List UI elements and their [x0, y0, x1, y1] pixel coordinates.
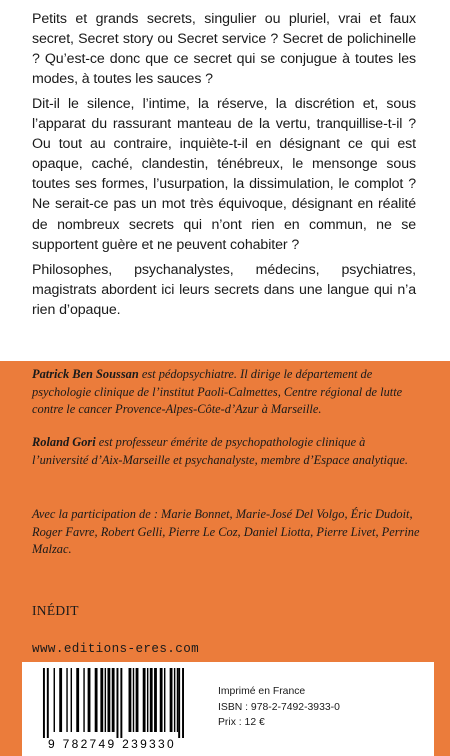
barcode-bar	[100, 668, 103, 732]
edition-note: INÉDIT	[32, 603, 79, 618]
barcode-bar	[133, 668, 134, 732]
author-name-1: Patrick Ben Soussan	[32, 367, 139, 381]
barcode-bar	[71, 668, 72, 732]
barcode-bar	[177, 668, 178, 732]
barcode-bar	[105, 668, 106, 732]
author-bio-text-2: est professeur émérite de psychopathologie clinique à l’université d’Aix-Marseille et psychanalyste, membre d’Espace analytique.	[32, 435, 408, 467]
barcode-bar	[54, 668, 55, 732]
barcode-bar	[182, 668, 184, 738]
isbn: ISBN : 978-2-7492-3933-0	[218, 701, 340, 713]
barcode-bar	[147, 668, 148, 732]
barcode-bar	[112, 668, 115, 732]
summary-paragraph-3: Philosophes, psychanalystes, médecins, psychiatres, magistrats abordent ici leurs secrets dans une langue qui n’a rien d’opaque.	[32, 262, 416, 319]
summary-paragraph-2: Dit-il le silence, l’intime, la réserve, la discrétion et, sous l’apparat du rassurant manteau de la vertu, tranquillise-t-il ? Ou tout au contraire, inquiète-t-il en désignant ce qui est opaque, caché, clandestin, ténébreux, le mensonge sous toutes ses formes, l’usurpation, la dissimulation, le complot ? Ne serait-ce pas un mot très équivoque, désignant en réalité de nombreux secrets qui n’ont rien en commun, ne se supportent guère et ne peuvent cohabiter ?	[32, 96, 416, 253]
barcode-bar	[76, 668, 79, 732]
barcode-bar	[43, 668, 45, 738]
barcode-bar	[83, 668, 84, 732]
barcode-bar	[66, 668, 67, 732]
barcode-label	[22, 662, 434, 756]
barcode-bar	[136, 668, 139, 732]
barcode-bar	[120, 668, 122, 738]
barcode-bar	[160, 668, 163, 732]
publisher-website: www.editions-eres.com	[32, 642, 200, 656]
barcode-bar	[59, 668, 62, 732]
barcode-bar	[129, 668, 132, 732]
barcode-digits: 9 782749 239330	[48, 737, 176, 751]
imprint-info	[218, 684, 340, 731]
barcode-bar	[178, 668, 180, 738]
barcode-bar	[170, 668, 173, 732]
barcode-bar	[164, 668, 165, 732]
barcode-bar	[150, 668, 153, 732]
barcode-bar	[143, 668, 146, 732]
author-bio-text-1: est pédopsychiatre. Il dirige le département de psychologie clinique de l’institut Paoli-Calmettes, Centre régional de lutte contre le cancer Provence-Alpes-Côte-d’Azur à Marseille.	[32, 367, 403, 417]
summary-paragraph-1: Petits et grands secrets, singulier ou pluriel, vrai et faux secret, Secret story ou Secret service ? Secret de polichinelle ? Qu’est-ce donc que ce secret qui se conjugue à toutes les modes, à toutes les sauces ?	[32, 11, 416, 88]
barcode-bar	[117, 668, 119, 738]
barcode-bar	[174, 668, 175, 732]
summary-section	[0, 0, 450, 361]
participation-list: Avec la participation de : Marie Bonnet, Marie-José Del Volgo, Éric Dudoit, Roger Favre, Robert Gelli, Pierre Le Coz, Daniel Liotta, Pierre Livet, Perrine Malzac.	[32, 507, 420, 557]
barcode-bar	[154, 668, 157, 732]
barcode	[34, 668, 192, 738]
price: Prix : 12 €	[218, 717, 265, 729]
barcode-bar	[88, 668, 91, 732]
barcode-bar	[95, 668, 98, 732]
author-section	[0, 361, 450, 756]
author-bio-1	[32, 366, 424, 419]
author-bio-2	[32, 434, 424, 469]
barcode-bar	[47, 668, 49, 738]
printed-in: Imprimé en France	[218, 686, 306, 697]
author-name-2: Roland Gori	[32, 435, 96, 449]
barcode-bar	[107, 668, 110, 732]
